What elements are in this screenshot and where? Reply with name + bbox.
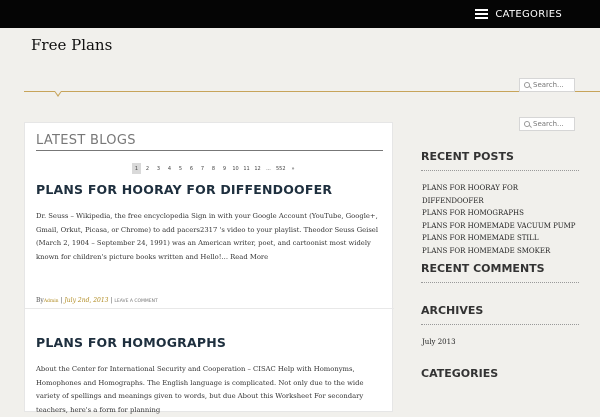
hamburger-icon — [475, 9, 488, 19]
recent-comments-title: RECENT COMMENTS — [421, 262, 545, 275]
page-link[interactable]: 4 — [167, 165, 172, 172]
section-title: LATEST BLOGS — [36, 133, 136, 148]
post-meta: ByAdmin | July 2nd, 2013 | LEAVE A COMMENT — [36, 297, 158, 304]
recent-post-link[interactable]: PLANS FOR HOORAY FOR DIFFENDOOFER — [422, 184, 518, 205]
post-author-link[interactable]: Admin — [43, 299, 59, 304]
top-bar — [0, 0, 600, 28]
post-title[interactable]: PLANS FOR HOORAY FOR DIFFENDOOFER — [36, 182, 333, 197]
recent-post-link[interactable]: PLANS FOR HOMEMADE STILL — [422, 234, 539, 242]
page-link[interactable]: 12 — [254, 165, 261, 172]
recent-posts-title: RECENT POSTS — [421, 150, 514, 163]
page-next-button[interactable]: » — [291, 165, 295, 172]
post-excerpt — [36, 210, 381, 264]
recent-post-link[interactable]: PLANS FOR HOMEMADE VACUUM PUMP — [422, 221, 576, 230]
recent-post-link[interactable]: PLANS FOR HOMEMADE SMOKER — [422, 246, 551, 255]
header-search-box[interactable] — [519, 78, 575, 92]
leave-comment-link[interactable]: LEAVE A COMMENT — [114, 299, 158, 304]
post-date: July 2nd, 2013 — [64, 297, 109, 304]
page-link[interactable]: 1 — [132, 163, 141, 174]
page-link[interactable]: 2 — [145, 165, 150, 172]
categories-title: CATEGORIES — [421, 367, 499, 380]
page-link[interactable]: 9 — [222, 165, 227, 172]
page-link[interactable]: 11 — [243, 165, 250, 172]
page-link[interactable]: 3 — [156, 165, 161, 172]
categories-menu-toggle[interactable] — [475, 6, 562, 22]
page-link-last[interactable]: 552 — [276, 165, 286, 172]
section-divider — [36, 150, 383, 151]
recent-post-link[interactable]: PLANS FOR HOMOGRAPHS — [422, 209, 524, 217]
recent-posts-list — [422, 182, 581, 257]
site-title[interactable]: Free Plans — [31, 36, 113, 54]
archive-link[interactable]: July 2013 — [422, 338, 456, 346]
search-icon — [524, 82, 530, 88]
page-link[interactable]: 10 — [232, 165, 239, 172]
post-title[interactable]: PLANS FOR HOMOGRAPHS — [36, 335, 227, 350]
post-by-label: By — [36, 297, 44, 304]
page-link[interactable]: 8 — [211, 165, 216, 172]
read-more-link[interactable]: Read More — [230, 252, 269, 261]
page-link[interactable]: 7 — [200, 165, 205, 172]
archives-list — [422, 336, 456, 349]
categories-label: CATEGORIES — [495, 8, 562, 20]
pagination — [132, 163, 298, 174]
page-link[interactable]: 6 — [189, 165, 194, 172]
header-search-input[interactable] — [533, 81, 571, 89]
post-excerpt-text: Dr. Seuss – Wikipedia, the free encyclopedia Sign in with your Google Account (YouTube, Google+, Gmail, Orkut, Picasa, or Chrome) to add pacers2317 's video to your playlist. Theodor Seuss Geisel (March 2, 1904 – September 24, 1991) was an American writer, poet, and cartoonist most widely known for children's picture books written and Hello!... — [36, 212, 379, 261]
header-divider — [24, 91, 600, 92]
post-excerpt: About the Center for International Security and Cooperation – CISAC Help with Homonyms, Homophones and Homographs. The English language is complicated. Not only due to the wide variety of spellings and meanings given to words, but due About this Worksheet For secondary teachers, here's a form for planning — [36, 365, 364, 414]
page-ellipsis: ... — [266, 165, 271, 172]
sidebar-search-box[interactable] — [519, 117, 575, 131]
search-icon — [524, 121, 530, 127]
main-content — [24, 122, 393, 412]
archives-title: ARCHIVES — [421, 304, 484, 317]
post-divider — [25, 308, 394, 309]
sidebar-search-input[interactable] — [533, 120, 571, 128]
page-link[interactable]: 5 — [178, 165, 183, 172]
